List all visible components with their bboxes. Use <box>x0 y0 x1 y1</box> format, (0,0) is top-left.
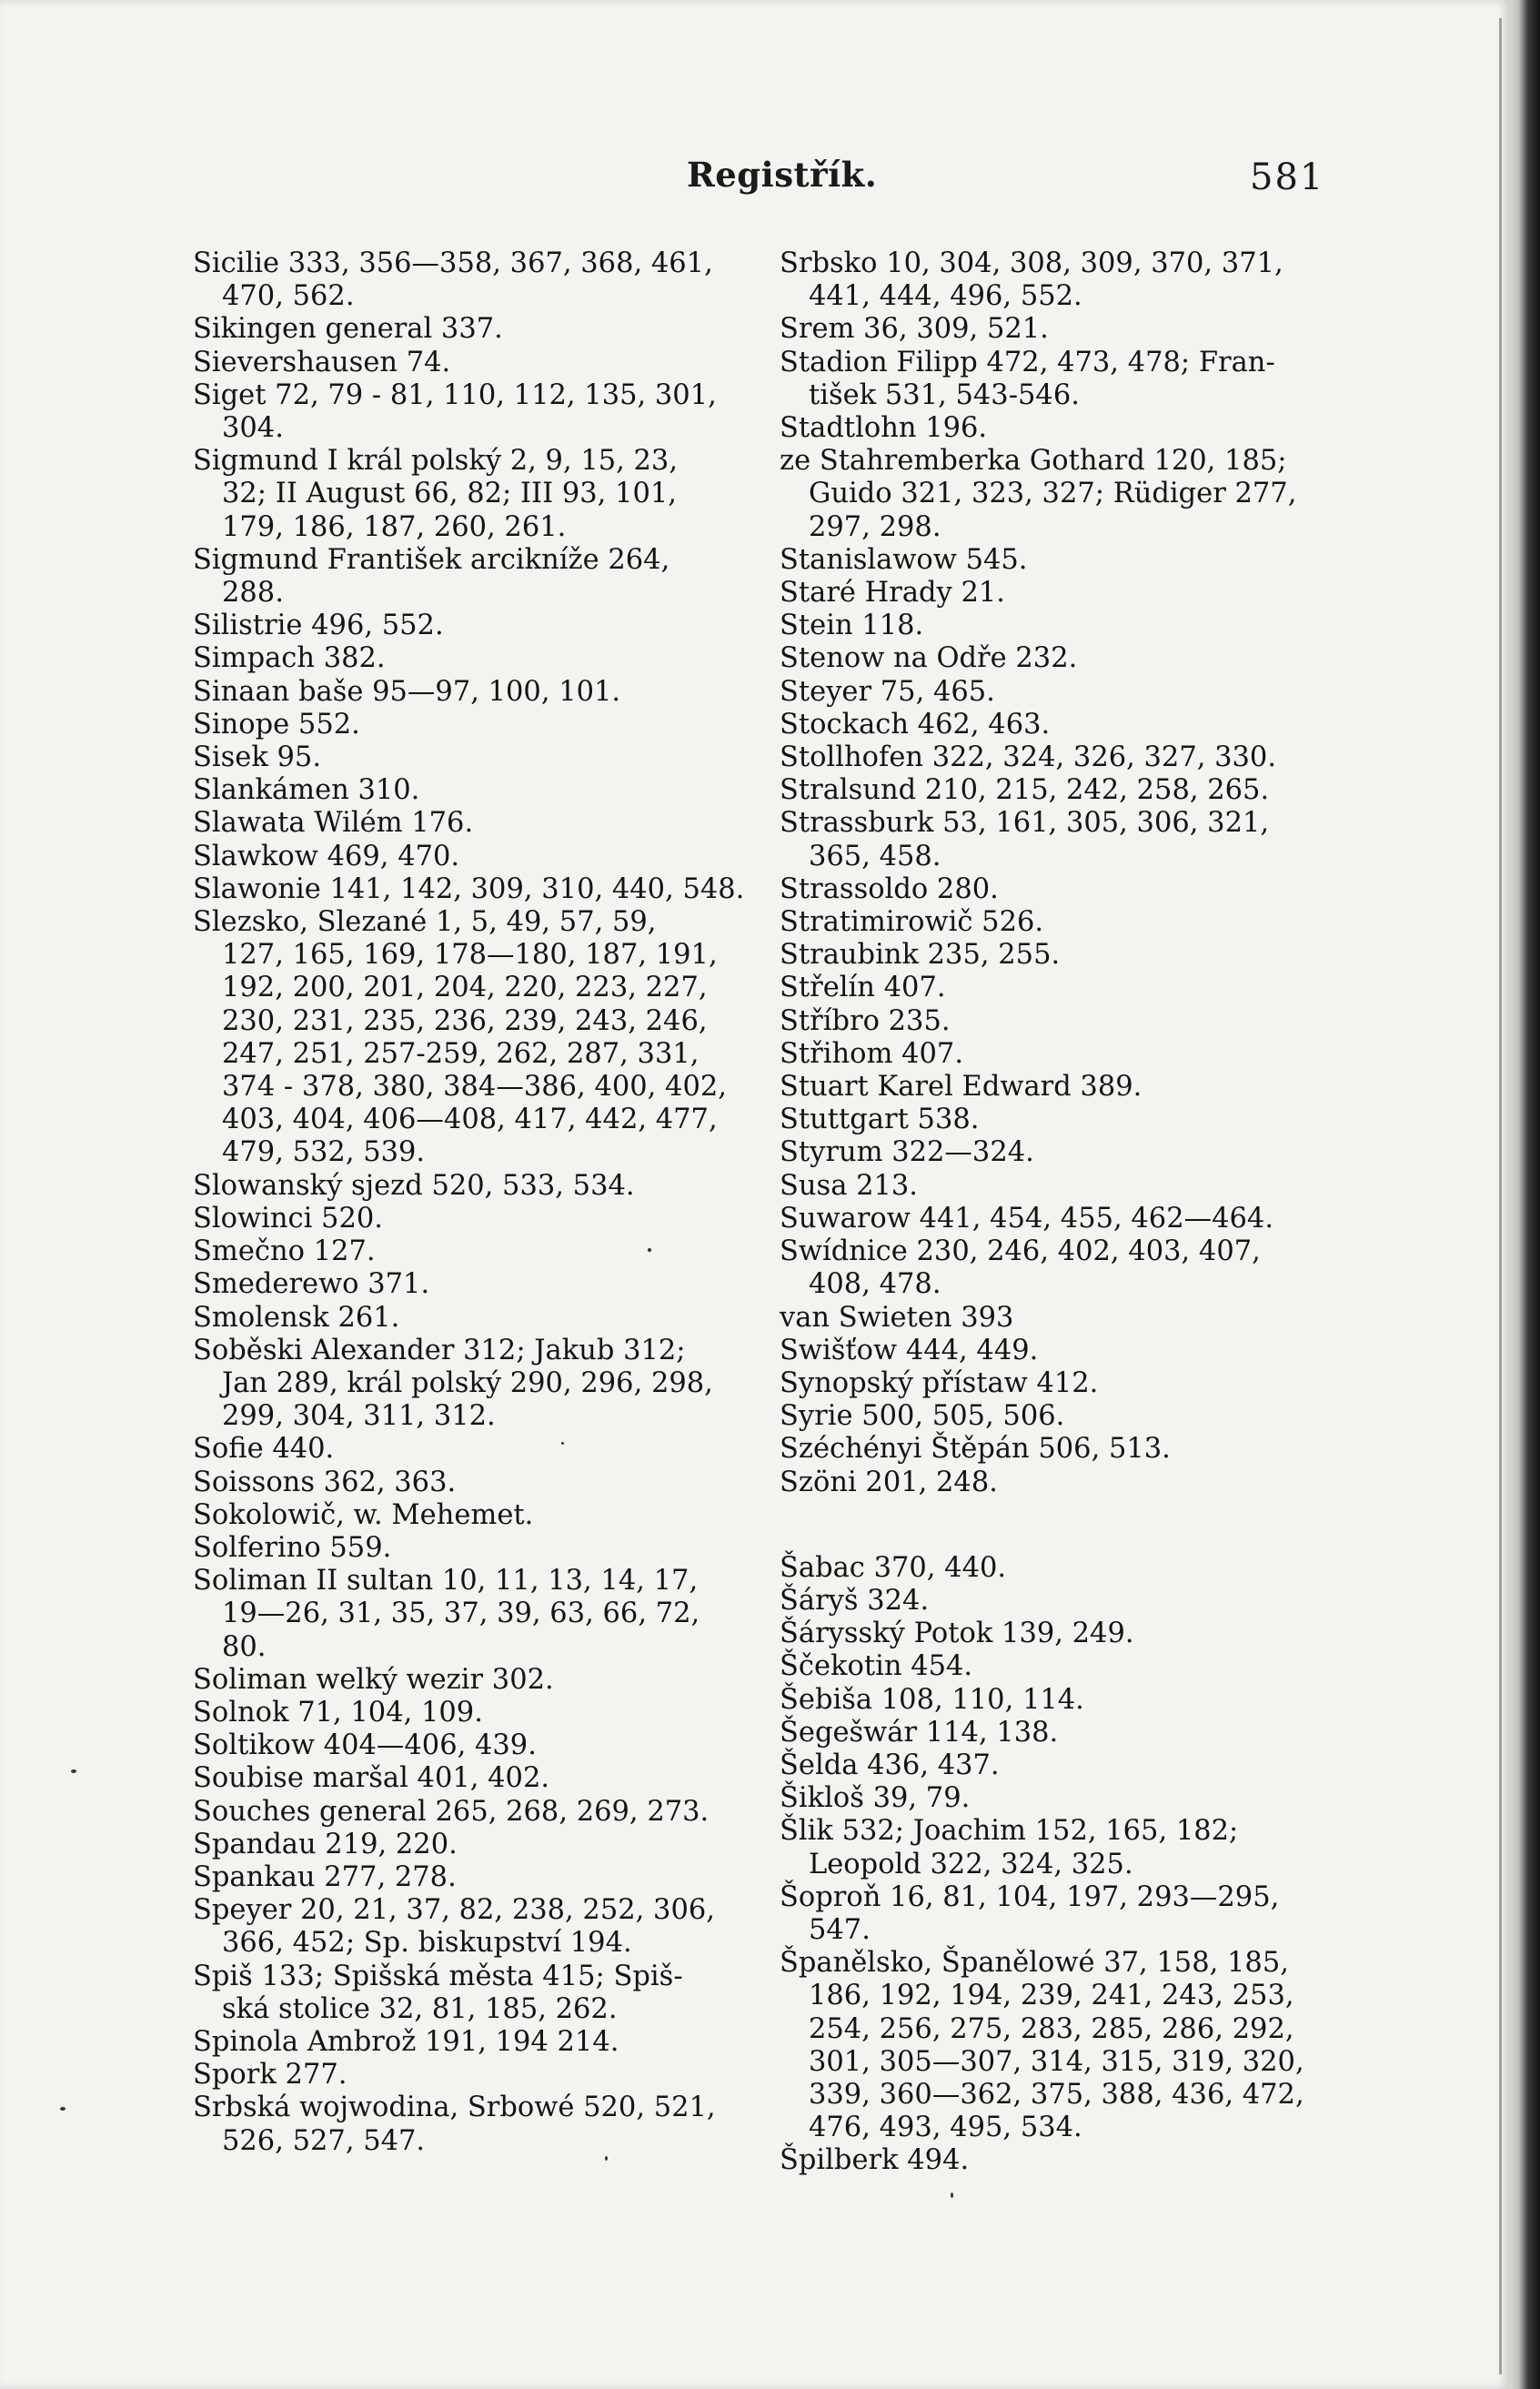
index-entry <box>780 1104 1325 1136</box>
index-entry <box>780 313 1325 346</box>
index-entry-line: Šelda 436, 437. <box>780 1749 1000 1781</box>
index-entry <box>193 1170 739 1203</box>
index-entry-line: Šlik 532; Joachim 152, 165, 182; <box>780 1815 1239 1848</box>
index-entry <box>193 1235 739 1268</box>
page-binding-edge <box>1510 0 1540 2389</box>
index-entry <box>780 1433 1325 1466</box>
index-entry <box>780 1038 1325 1071</box>
index-entry-line: Spork 277. <box>193 2059 347 2092</box>
index-entry-line: Sofie 440. <box>193 1433 335 1466</box>
index-entry-continuation: 301, 305—307, 314, 315, 319, 320, <box>809 2045 1304 2078</box>
index-entry <box>780 1684 1325 1717</box>
index-entry <box>780 873 1325 906</box>
index-entry-line: Srbská wojwodina, Srbowé 520, 521, <box>193 2092 716 2124</box>
index-entry <box>780 1170 1325 1203</box>
index-entry <box>193 2092 739 2157</box>
index-entry-continuation: 247, 251, 257-259, 262, 287, 331, <box>222 1037 700 1070</box>
index-entry-line: Srbsko 10, 304, 308, 309, 370, 371, <box>780 247 1283 279</box>
index-entry <box>193 1697 739 1729</box>
index-entry-continuation: 19—26, 31, 35, 37, 39, 63, 66, 72, <box>222 1598 700 1630</box>
index-entry-line: Speyer 20, 21, 37, 82, 238, 252, 306, <box>193 1894 715 1927</box>
index-entry-line: Soissons 362, 363. <box>193 1466 457 1498</box>
index-entry <box>193 1894 739 1960</box>
index-entry-line: Stadtlohn 196. <box>780 412 988 445</box>
index-entry-line: Smolensk 261. <box>193 1301 400 1334</box>
index-entry <box>780 1335 1325 1367</box>
index-entry <box>193 906 739 1170</box>
index-entry-continuation: 297, 298. <box>809 510 941 543</box>
index-entry-line: Sikingen general 337. <box>193 313 503 346</box>
index-entry <box>193 872 745 906</box>
index-entry-continuation: 186, 192, 194, 239, 241, 243, 253, <box>809 1980 1294 2012</box>
index-column-right <box>780 247 1325 2178</box>
index-entry <box>780 445 1325 544</box>
index-entry-line: Střelín 407. <box>780 972 946 1004</box>
index-entry <box>193 1335 739 1434</box>
index-entry-line: Slawata Wilém 176. <box>193 807 474 840</box>
index-entry-continuation: Jan 289, král polský 290, 296, 298, <box>222 1366 713 1399</box>
index-entry-continuation: 476, 493, 495, 534. <box>809 2112 1082 2144</box>
index-entry-line: Sicilie 333, 356—358, 367, 368, 461, <box>193 247 713 279</box>
index-entry-line: Szöni 201, 248. <box>780 1466 998 1498</box>
index-entry-continuation: 304. <box>222 412 284 445</box>
index-entry <box>780 741 1325 774</box>
index-entry <box>780 1585 1325 1618</box>
index-entry <box>780 972 1325 1004</box>
index-entry-continuation: Leopold 322, 324, 325. <box>809 1848 1133 1880</box>
index-entry-line: Šabac 370, 440. <box>780 1551 1007 1584</box>
index-entry-continuation: 526, 527, 547. <box>222 2124 426 2157</box>
index-entry <box>780 642 1325 675</box>
page-number: 581 <box>1250 156 1325 198</box>
index-entry <box>193 2026 739 2059</box>
index-entry-line: Smečno 127. <box>193 1235 376 1268</box>
index-entry <box>193 2059 739 2092</box>
index-entry <box>193 610 739 642</box>
index-entry-line: Strassoldo 280. <box>780 872 999 905</box>
index-entry-continuation: Guido 321, 323, 327; Rüdiger 277, <box>809 478 1297 510</box>
index-entry-line: Sokolowič, w. Mehemet. <box>193 1498 534 1531</box>
index-entry <box>193 247 739 313</box>
index-entry-continuation: tišek 531, 543-546. <box>809 378 1080 411</box>
index-entry-line: Stockach 462, 463. <box>780 708 1051 741</box>
index-entry <box>780 1618 1325 1650</box>
index-entry <box>780 1782 1325 1815</box>
index-entry <box>780 1650 1325 1683</box>
index-entry <box>193 1829 739 1861</box>
index-entry-line: Slowanský sjezd 520, 533, 534. <box>193 1169 635 1202</box>
index-entry-line: Sinope 552. <box>193 708 360 741</box>
index-entry <box>780 1005 1325 1038</box>
index-entry-line: Šegešwár 114, 138. <box>780 1716 1059 1749</box>
index-entry <box>193 445 739 544</box>
index-entry <box>193 709 739 741</box>
index-entry-line: Straubink 235, 255. <box>780 939 1061 972</box>
index-entry-line: van Swieten 393 <box>780 1301 1014 1334</box>
index-entry-line: Šoproň 16, 81, 104, 197, 293—295, <box>780 1880 1280 1913</box>
index-entry <box>780 1815 1325 1880</box>
index-entry-continuation: 192, 200, 201, 204, 220, 223, 227, <box>222 972 708 1004</box>
index-entry <box>780 1400 1325 1433</box>
index-entry <box>780 1136 1325 1169</box>
index-entry-line: Soubise maršal 401, 402. <box>193 1762 550 1795</box>
index-entry <box>193 1729 739 1762</box>
index-entry <box>780 939 1325 972</box>
index-entry-line: Slezsko, Slezané 1, 5, 49, 57, 59, <box>193 906 657 939</box>
index-entry-continuation: 365, 458. <box>809 840 941 872</box>
index-entry <box>780 1203 1325 1235</box>
index-entry <box>193 1433 739 1466</box>
index-entry-line: Šárysský Potok 139, 249. <box>780 1618 1134 1650</box>
index-entry-line: ze Stahremberka Gothard 120, 185; <box>780 445 1287 478</box>
index-entry <box>780 1552 1325 1585</box>
index-entry-line: Stralsund 210, 215, 242, 258, 265. <box>780 774 1270 807</box>
print-speck <box>951 2192 953 2198</box>
index-entry-line: Stratimirowič 526. <box>780 906 1044 939</box>
index-entry-line: Strassburk 53, 161, 305, 306, 321, <box>780 807 1270 840</box>
index-entry-line: Špilberk 494. <box>780 2144 970 2177</box>
index-entry <box>780 709 1325 741</box>
index-entry <box>193 1499 739 1532</box>
index-entry <box>780 544 1325 577</box>
index-entry-line: Slawonie 141, 142, 309, 310, 440, 548. <box>193 872 745 905</box>
index-entry <box>193 642 739 675</box>
index-entry <box>780 1071 1325 1104</box>
index-entry <box>193 1861 739 1894</box>
index-entry-continuation: 179, 186, 187, 260, 261. <box>222 510 567 543</box>
print-speck <box>605 2156 608 2161</box>
index-entry-line: Stuart Karel Edward 389. <box>780 1071 1142 1104</box>
index-entry-continuation: 479, 532, 539. <box>222 1136 426 1169</box>
index-entry <box>780 347 1325 412</box>
index-entry-continuation: 299, 304, 311, 312. <box>222 1400 496 1433</box>
index-entry-line: Slawkow 469, 470. <box>193 840 460 872</box>
index-entry <box>193 676 739 709</box>
index-entry-line: Soběski Alexander 312; Jakub 312; <box>193 1334 686 1366</box>
index-entry <box>780 774 1325 807</box>
index-entry <box>193 313 739 346</box>
index-entry-continuation: 470, 562. <box>222 280 355 313</box>
index-entry-line: Suwarow 441, 454, 455, 462—464. <box>780 1202 1274 1235</box>
index-entry <box>780 610 1325 642</box>
index-entry-line: Solnok 71, 104, 109. <box>193 1696 483 1729</box>
index-entry <box>193 379 739 445</box>
index-entry <box>193 1565 739 1664</box>
index-entry <box>193 1532 739 1565</box>
index-entry-line: Stenow na Odře 232. <box>780 642 1078 675</box>
index-entry-line: Simpach 382. <box>193 642 386 675</box>
index-entry <box>193 1302 739 1335</box>
index-entry <box>780 247 1325 313</box>
index-entry-line: Šikloš 39, 79. <box>780 1782 971 1815</box>
index-entry-continuation: 288. <box>222 577 284 610</box>
index-entry-line: Spinola Ambrož 191, 194 214. <box>193 2025 619 2058</box>
index-entry-line: Sinaan baše 95—97, 100, 101. <box>193 675 621 708</box>
index-entry-line: Swišťow 444, 449. <box>780 1334 1039 1366</box>
index-entry-continuation: 339, 360—362, 375, 388, 436, 472, <box>809 2078 1304 2111</box>
index-entry-line: Slankámen 310. <box>193 774 420 807</box>
index-entry-line: Sisek 95. <box>193 741 322 774</box>
index-entry-line: Souches general 265, 268, 269, 273. <box>193 1795 710 1828</box>
index-entry-line: Stříbro 235. <box>780 1004 951 1037</box>
index-entry <box>193 807 739 840</box>
index-entry-continuation: ská stolice 32, 81, 185, 262. <box>222 1992 618 2025</box>
index-entry <box>780 412 1325 445</box>
index-entry <box>193 1268 739 1301</box>
index-entry <box>780 2144 1325 2177</box>
index-entry-continuation: 408, 478. <box>809 1268 941 1301</box>
index-entry <box>193 741 739 774</box>
index-entry-line: Slowinci 520. <box>193 1202 383 1235</box>
index-entry <box>193 1796 739 1829</box>
index-entry <box>193 1467 739 1499</box>
index-entry-line: Srem 36, 309, 521. <box>780 313 1049 346</box>
index-entry-line: Smederewo 371. <box>193 1268 430 1301</box>
index-entry-continuation: 374 - 378, 380, 384—386, 400, 402, <box>222 1071 727 1104</box>
index-entry-line: Šáryš 324. <box>780 1584 930 1617</box>
index-entry-continuation: 254, 256, 275, 283, 285, 286, 292, <box>809 2012 1294 2045</box>
index-entry-line: Spandau 219, 220. <box>193 1828 458 1860</box>
index-entry-line: Spiš 133; Spišská města 415; Spiš- <box>193 1960 683 1992</box>
index-entry-line: Stadion Filipp 472, 473, 478; Fran- <box>780 346 1275 378</box>
index-entry-continuation: 366, 452; Sp. biskupství 194. <box>222 1927 632 1960</box>
index-entry <box>193 347 739 379</box>
index-entry <box>780 1467 1325 1499</box>
index-entry-line: Swídnice 230, 246, 402, 403, 407, <box>780 1235 1261 1268</box>
index-entry-line: Soliman II sultan 10, 11, 13, 14, 17, <box>193 1565 699 1598</box>
index-entry-line: Silistrie 496, 552. <box>193 610 444 642</box>
index-entry <box>193 841 739 873</box>
index-entry-continuation: 127, 165, 169, 178—180, 187, 191, <box>222 939 718 972</box>
index-entry-line: Synopský přístaw 412. <box>780 1366 1099 1399</box>
index-entry-line: Stollhofen 322, 324, 326, 327, 330. <box>780 741 1277 774</box>
print-speck <box>561 1442 564 1445</box>
index-entry <box>780 1717 1325 1749</box>
index-entry-continuation: 441, 444, 496, 552. <box>809 280 1082 313</box>
index-entry-line: Stein 118. <box>780 610 924 642</box>
index-entry <box>780 1947 1325 2144</box>
index-entry <box>193 1664 739 1697</box>
index-entry <box>780 1367 1325 1400</box>
index-entry-line: Španělsko, Španělowé 37, 158, 185, <box>780 1947 1289 1980</box>
index-entry <box>780 807 1325 872</box>
index-entry-line: Spankau 277, 278. <box>193 1860 457 1893</box>
index-entry-line: Střihom 407. <box>780 1037 964 1070</box>
print-speck <box>60 2107 65 2111</box>
index-entry-line: Sigmund František arcikníže 264, <box>193 543 670 576</box>
index-entry <box>780 1749 1325 1782</box>
index-entry-line: Soltikow 404—406, 439. <box>193 1729 537 1762</box>
index-entry <box>780 577 1325 610</box>
index-entry <box>193 1961 739 2026</box>
index-entry-continuation: 403, 404, 406—408, 417, 442, 477, <box>222 1104 718 1136</box>
print-speck <box>648 1248 651 1252</box>
index-entry-line: Stanislawow 545. <box>780 543 1028 576</box>
index-entry-line: Syrie 500, 505, 506. <box>780 1400 1065 1433</box>
index-entry <box>193 774 739 807</box>
section-gap <box>780 1499 1325 1552</box>
index-entry-line: Solferino 559. <box>193 1531 392 1564</box>
index-entry <box>193 544 739 610</box>
index-entry-continuation: 80. <box>222 1630 267 1663</box>
index-entry-continuation: 230, 231, 235, 236, 239, 243, 246, <box>222 1004 708 1037</box>
index-entry <box>193 1203 739 1235</box>
index-entry <box>780 1235 1325 1301</box>
index-entry <box>193 1762 739 1795</box>
index-entry-line: Staré Hrady 21. <box>780 577 1005 610</box>
index-entry-line: Sigmund I král polský 2, 9, 15, 23, <box>193 445 679 478</box>
index-entry-line: Ščekotin 454. <box>780 1650 973 1683</box>
index-entry-line: Steyer 75, 465. <box>780 675 995 708</box>
index-entry-line: Sievershausen 74. <box>193 346 451 378</box>
print-speck <box>71 1769 76 1773</box>
index-entry <box>780 676 1325 709</box>
index-entry-line: Stuttgart 538. <box>780 1104 980 1136</box>
index-entry-line: Susa 213. <box>780 1169 918 1202</box>
page-edge-rule <box>1499 18 1502 2374</box>
running-header: Registřík. <box>687 155 878 195</box>
index-entry-line: Siget 72, 79 - 81, 110, 112, 135, 301, <box>193 378 717 411</box>
index-entry <box>780 1302 1325 1335</box>
index-entry-line: Soliman welký wezir 302. <box>193 1663 554 1696</box>
index-entry-line: Széchényi Štěpán 506, 513. <box>780 1433 1171 1466</box>
index-entry-continuation: 32; II August 66, 82; III 93, 101, <box>222 478 677 510</box>
index-entry-line: Šebiša 108, 110, 114. <box>780 1683 1084 1716</box>
index-entry <box>780 906 1325 939</box>
index-entry-line: Styrum 322—324. <box>780 1136 1034 1169</box>
index-entry <box>780 1881 1325 1947</box>
index-entry-continuation: 547. <box>809 1913 871 1946</box>
index-column-left <box>193 247 745 2158</box>
